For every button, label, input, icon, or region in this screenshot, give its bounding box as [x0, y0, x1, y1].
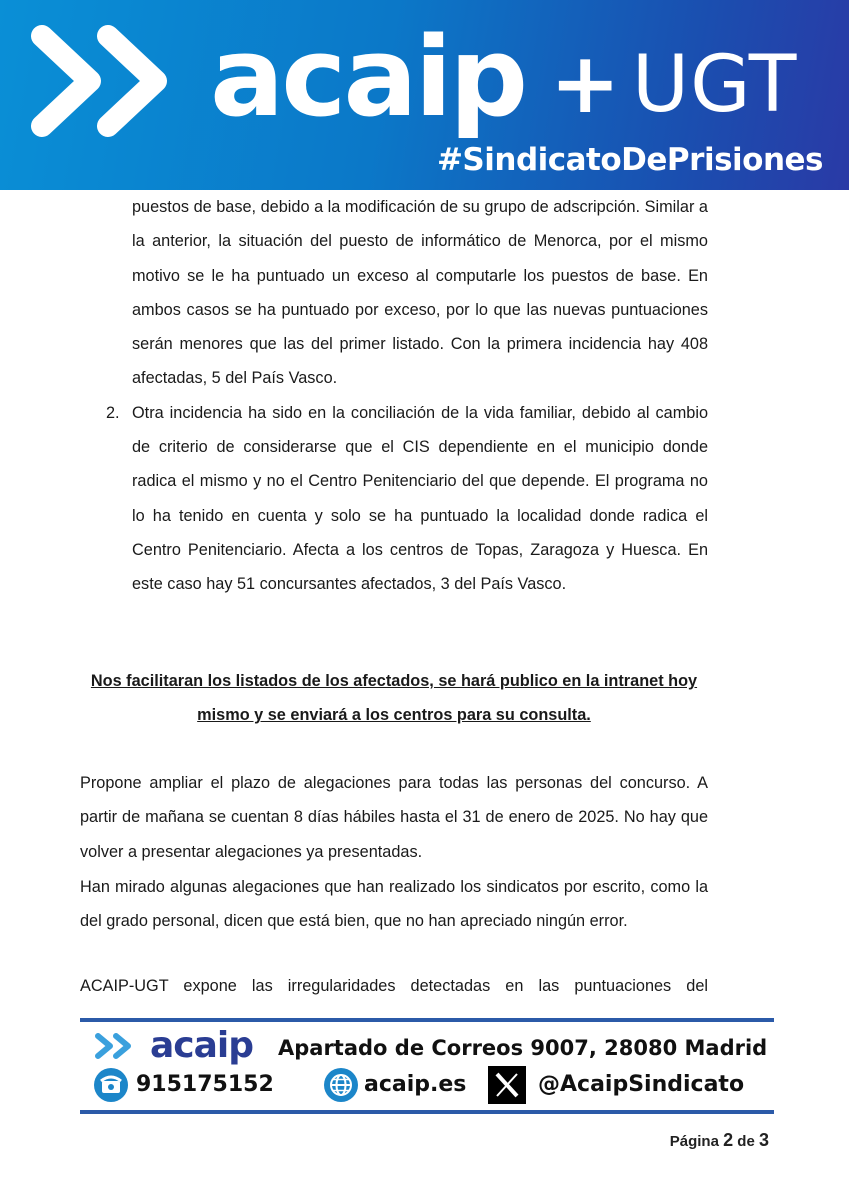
notice-line-1: Nos facilitaran los listados de los afectados, se hará publico en la intranet hoy: [90, 672, 698, 690]
x-logo-icon: [488, 1066, 526, 1104]
list-item-1: [132, 190, 708, 396]
list-item-1-text: puestos de base, debido a la modificación de su grupo de adscripción. Similar a la anterior, la situación del puesto de informático de Menorca, por el mismo motivo se le ha puntuado un exceso al computarle los puestos de base. En ambos casos se ha puntuado por exceso, por lo que las nuevas puntuaciones serán menores que las del primer listado. Con la primera incidencia hay 408 afectadas, 5 del País Vasco.: [132, 198, 708, 388]
header-banner: [0, 0, 849, 190]
footer-phone[interactable]: 915175152: [136, 1072, 274, 1097]
hashtag: #SindicatoDePrisiones: [436, 142, 823, 178]
footer-brand: acaip: [150, 1025, 254, 1066]
paragraph-2-text: Han mirado algunas alegaciones que han realizado los sindicatos por escrito, como la del grado personal, dicen que está bien, que no han apreciado ningún error.: [80, 878, 708, 931]
footer-contact-row: [94, 1068, 774, 1106]
page-current: 2: [723, 1130, 734, 1150]
double-chevron-logo-icon: [30, 22, 180, 140]
notice: [80, 664, 708, 733]
footer-chevron-logo-icon: [94, 1032, 140, 1060]
globe-icon: [324, 1068, 358, 1102]
footer-website[interactable]: acaip.es: [364, 1072, 467, 1097]
footer-address: Apartado de Correos 9007, 28080 Madrid: [278, 1036, 768, 1060]
incidents-list: [106, 190, 708, 602]
page-of: de: [737, 1133, 755, 1150]
list-item-2-number: 2.: [106, 403, 120, 422]
paragraph-1: [80, 766, 708, 869]
page-total: 3: [758, 1130, 769, 1150]
paragraph-1-text: Propone ampliar el plazo de alegaciones para todas las personas del concurso. A partir de mañana se cuentan 8 días hábiles hasta el 31 de enero de 2025. No hay que volver a presentar alegaciones ya presentadas.: [80, 774, 708, 861]
notice-line-2: mismo y se enviará a los centros para su consulta.: [197, 706, 591, 725]
paragraph-2: [80, 870, 708, 939]
paragraph-3-text: ACAIP-UGT expone las irregularidades detectadas en las puntuaciones del: [80, 977, 708, 995]
footer-banner: [80, 1018, 774, 1114]
plus-sign: +: [550, 34, 621, 132]
footer-bottom-rule: [80, 1110, 774, 1114]
page-label: Página: [669, 1133, 719, 1150]
page-number: [670, 1130, 769, 1151]
list-item-2-text: Otra incidencia ha sido en la conciliación de la vida familiar, debido al cambio de criterio de considerarse que el CIS dependiente en el municipio donde radica el mismo y no el Centro Penitenciario del que depende. El programa no lo ha tenido en cuenta y solo se ha puntuado la localidad donde radica el Centro Penitenciario. Afecta a los centros de Topas, Zaragoza y Huesca. En este caso hay 51 concursantes afectados, 3 del País Vasco.: [132, 403, 708, 594]
footer-top-rule: [80, 1018, 774, 1022]
partner-name: UGT: [632, 40, 798, 130]
list-item-2: [106, 396, 708, 602]
footer-social-handle[interactable]: @AcaipSindicato: [538, 1072, 745, 1097]
paragraph-3: [80, 969, 708, 1003]
phone-icon: [94, 1068, 128, 1102]
brand-name: acaip: [210, 13, 526, 141]
